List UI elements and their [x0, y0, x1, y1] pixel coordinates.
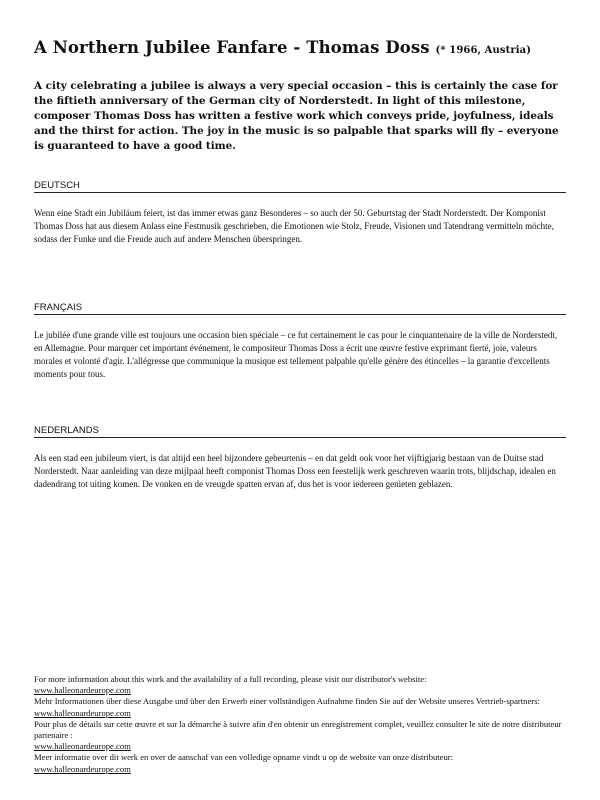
section-francais [34, 302, 566, 381]
page-title [34, 38, 566, 57]
footer-link-fr[interactable]: www.halleonardeurope.com [34, 741, 131, 752]
section-text-nederlands: Als een stad een jubileum viert, is dat altijd een heel bijzondere gebeurtenis – en dat geldt ook voor het vijftigjarig bestaan van de Duitse stad Norderstedt. Naar aanleiding van deze mijlpaal heeft componist Thomas Doss een feestelijk werk geschreven waarin trots, blijdschap, idealen en dadendrang tot uiting komen. De vonken en de vreugde spatten ervan af, dus het is voor iedereen genieten geblazen. [34, 453, 556, 489]
section-text-deutsch: Wenn eine Stadt ein Jubiläum feiert, ist das immer etwas ganz Besonderes – so auch der 50. Geburtstag der Stadt Norderstedt. Der Komponist Thomas Doss hat aus diesem Anlass eine Festmusik geschrieben, die Emotionen wie Stolz, Freude, Visionen und Tatendrang vermitteln möchte, sodass der Funke und die Freude auch auf andere Menschen überspringen. [34, 208, 554, 244]
composer-dates: (* 1966, Austria) [435, 45, 532, 56]
english-intro: A city celebrating a jubilee is always a very special occasion – this is certainly the case for the fiftieth anniversary of the German city of Norderstedt. In light of this milestone, composer Thomas Doss has written a festive work which conveys pride, joyfulness, ideals and the thirst for action. The joy in the music is so palpable that sparks will fly – everyone is guaranteed to have a good time. [34, 80, 559, 152]
section-heading-nederlands: NEDERLANDS [34, 425, 566, 438]
section-nederlands [34, 425, 566, 491]
section-text-francais: Le jubilée d'une grande ville est toujours une occasion bien spéciale – ce fut certainement le cas pour le cinquantenaire de la ville de Norderstedt, en Allemagne. Pour marquer cet important événement, le compositeur Thomas Doss a écrit une œuvre festive exprimant fierté, joie, valeurs morales et volonté d'agir. L'allégresse que communique la musique est tellement palpable qu'elle génère des étincelles – la garantie d'excellents moments pour tous. [34, 330, 558, 379]
page-header [34, 38, 566, 154]
footer-text-nl: Meer informatie over dit werk en over de aanschaf van een volledige opname vindt u op de website van onze distributeur: [34, 752, 454, 763]
section-heading-deutsch: DEUTSCH [34, 180, 566, 193]
footer-text-en: For more information about this work and the availability of a full recording, please visit our distributor's website: [34, 674, 427, 684]
footer-text-fr: Pour plus de détails sur cette œuvre et sur la démarche à suivre afin d'en obtenir un enregistrement complet, veuillez consulter le site de notre distributeur partenaire : [34, 718, 562, 741]
distributor-footer [34, 674, 566, 775]
footer-link-de[interactable]: www.halleonardeurope.com [34, 707, 131, 718]
footer-link-nl[interactable]: www.halleonardeurope.com [34, 763, 131, 774]
section-deutsch [34, 180, 566, 246]
section-heading-francais: FRANÇAIS [34, 302, 566, 315]
footer-link-en[interactable]: www.halleonardeurope.com [34, 685, 131, 696]
title-text: A Northern Jubilee Fanfare - Thomas Doss [34, 38, 430, 57]
footer-text-de: Mehr Informationen über diese Ausgabe und über den Erwerb einer vollständigen Aufnahme finden Sie auf der Website unseres Vertrieb-spartners: [34, 696, 540, 707]
